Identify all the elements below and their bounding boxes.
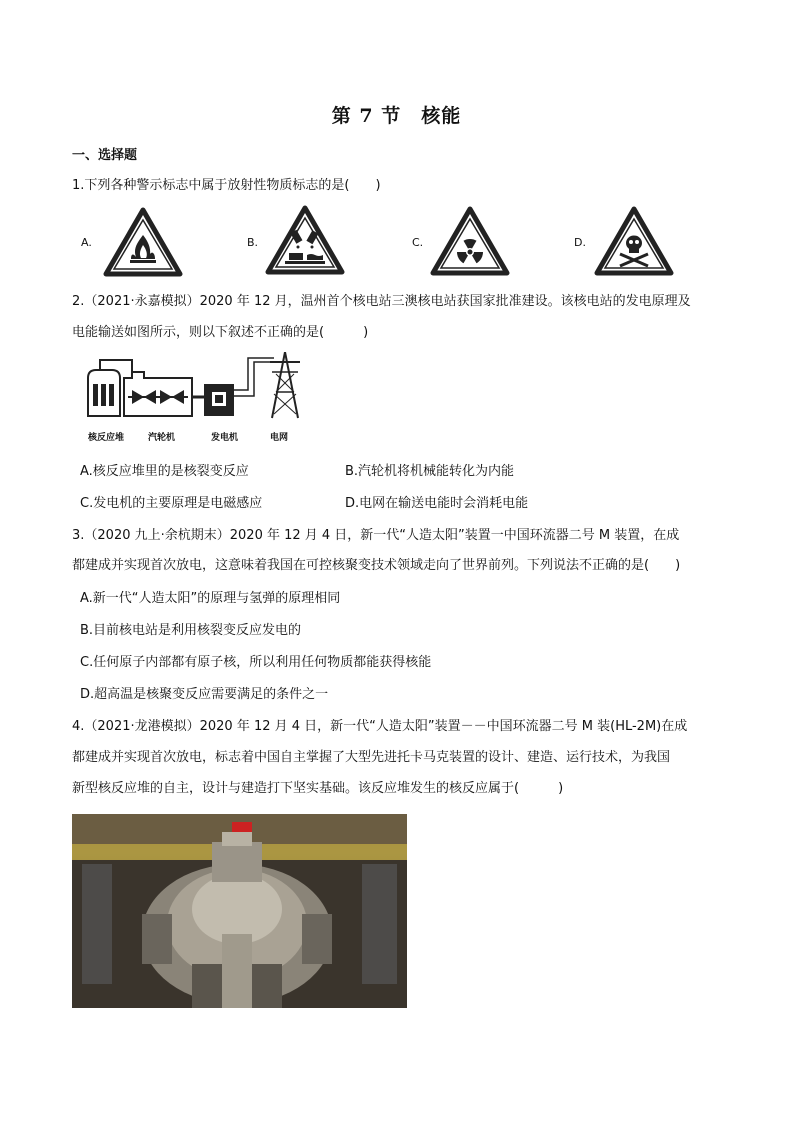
q1-option-c-label: C. — [412, 236, 424, 249]
q2-option-d: D.电网在输送电能时会消耗电能 — [345, 496, 529, 511]
section-heading: 一、选择题 — [72, 148, 138, 163]
q4-stem-line-1: 4.（2021·龙港模拟）2020 年 12 月 4 日，新一代“人造太阳”装置－－中国环流器二号 M 装(HL-2M)在成 — [72, 719, 688, 734]
q3-stem-line-2: 都建成并实现首次放电，这意味着我国在可控核聚变技术领域走向了世界前列。下列说法不正确的是( ) — [72, 558, 681, 573]
q2-stem-line-2: 电能输送如图所示，则以下叙述不正确的是( ) — [72, 325, 369, 340]
q3-option-b: B.目前核电站是利用核裂变反应发电的 — [80, 623, 302, 638]
diagram-label-reactor: 核反应堆 — [88, 433, 125, 443]
page-title: 第 7 节 核能 — [331, 105, 462, 127]
flammable-sign-icon — [103, 207, 183, 277]
q2-stem-line-1: 2.（2021·永嘉模拟）2020 年 12 月，温州首个核电站三澳核电站获国家批准建设。该核电站的发电原理及 — [72, 294, 691, 309]
q1-option-d-label: D. — [574, 236, 586, 249]
q2-option-a: A.核反应堆里的是核裂变反应 — [80, 464, 249, 479]
toxic-sign-icon — [594, 206, 674, 276]
power-generation-diagram — [84, 352, 309, 428]
corrosive-sign-icon — [265, 205, 345, 275]
q4-stem-line-2: 都建成并实现首次放电，标志着中国自主掌握了大型先进托卡马克装置的设计、建造、运行技术，为我国 — [72, 750, 671, 765]
q4-stem-line-3: 新型核反应堆的自主，设计与建造打下坚实基础。该反应堆发生的核反应属于( ) — [72, 781, 564, 796]
diagram-label-turbine: 汽轮机 — [148, 433, 176, 443]
q1-stem: 1.下列各种警示标志中属于放射性物质标志的是( ) — [72, 178, 381, 193]
q3-option-d: D.超高温是核聚变反应需要满足的条件之一 — [80, 687, 329, 702]
q2-option-c: C.发电机的主要原理是电磁感应 — [80, 496, 263, 511]
q3-option-c: C.任何原子内部都有原子核，所以利用任何物质都能获得核能 — [80, 655, 432, 670]
q3-stem-line-1: 3.（2020 九上·余杭期末）2020 年 12 月 4 日，新一代“人造太阳”装置一中国环流器二号 M 装置，在成 — [72, 528, 680, 543]
q1-option-a-label: A. — [81, 236, 92, 249]
diagram-label-generator: 发电机 — [211, 433, 239, 443]
q3-option-a: A.新一代“人造太阳”的原理与氢弹的原理相同 — [80, 591, 341, 606]
q1-option-b-label: B. — [247, 236, 259, 249]
diagram-label-grid: 电网 — [270, 433, 289, 443]
radioactive-sign-icon — [430, 206, 510, 276]
tokamak-photo — [72, 814, 407, 1008]
q2-option-b: B.汽轮机将机械能转化为内能 — [345, 464, 515, 479]
